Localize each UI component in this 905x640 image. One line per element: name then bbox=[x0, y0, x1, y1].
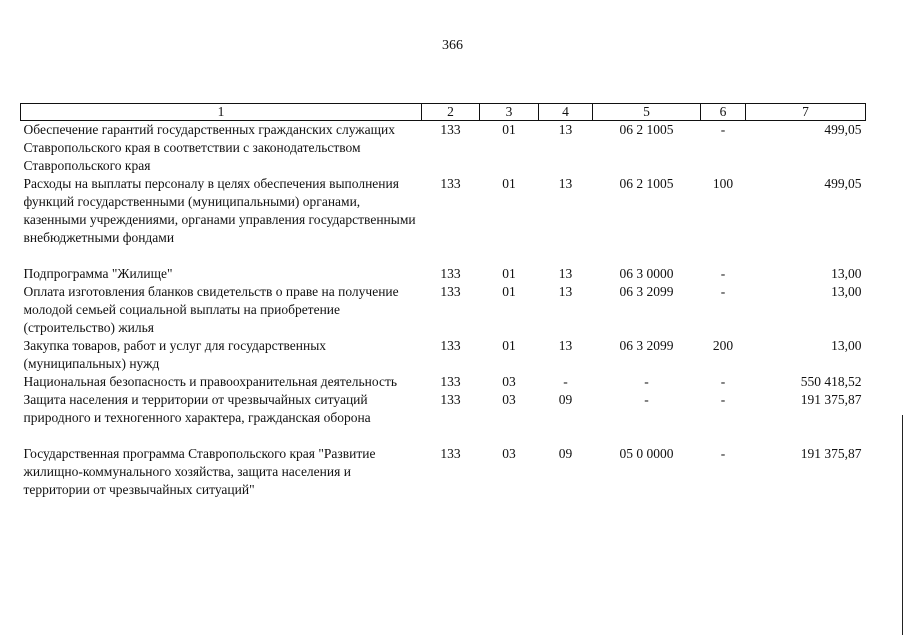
column-header: 4 bbox=[539, 104, 593, 121]
table-row bbox=[21, 283, 866, 337]
row-cell: 03 bbox=[502, 392, 516, 407]
row-cell: 06 2 1005 bbox=[619, 122, 674, 137]
row-cell: - bbox=[644, 374, 649, 389]
row-cell: 133 bbox=[440, 374, 461, 389]
row-cell: 01 bbox=[502, 266, 516, 281]
row-cell: 06 3 2099 bbox=[619, 338, 674, 353]
row-amount: 13,00 bbox=[831, 284, 862, 299]
row-amount: 499,05 bbox=[824, 122, 862, 137]
row-cell: 133 bbox=[440, 284, 461, 299]
table-row bbox=[21, 373, 866, 391]
row-cell: - bbox=[644, 392, 649, 407]
row-cell: - bbox=[720, 266, 726, 281]
row-cell: 13 bbox=[558, 338, 573, 353]
row-name: Обеспечение гарантий государственных гражданских служащих Ставропольского края в соответствии с законодательством Ставропольского края bbox=[23, 122, 395, 173]
column-header: 1 bbox=[21, 104, 422, 121]
row-cell: 01 bbox=[502, 338, 516, 353]
row-amount: 191 375,87 bbox=[800, 392, 862, 407]
row-cell: 13 bbox=[558, 266, 573, 281]
row-amount: 13,00 bbox=[831, 266, 862, 281]
spacer-row bbox=[21, 427, 866, 445]
table-row bbox=[21, 265, 866, 283]
row-cell: 05 0 0000 bbox=[619, 446, 674, 461]
column-header: 6 bbox=[701, 104, 746, 121]
row-cell: 01 bbox=[502, 122, 516, 137]
row-cell: 06 3 2099 bbox=[619, 284, 674, 299]
row-cell: 01 bbox=[502, 284, 516, 299]
row-name: Расходы на выплаты персоналу в целях обеспечения выполнения функций государственными (муниципальными) органами, казенными учреждениями, органами управления государственными внебюджетными фондами bbox=[23, 176, 416, 245]
row-cell: 133 bbox=[440, 176, 461, 191]
row-cell: - bbox=[720, 122, 726, 137]
row-amount: 191 375,87 bbox=[800, 446, 862, 461]
row-cell: 13 bbox=[558, 284, 573, 299]
row-cell: - bbox=[563, 374, 568, 389]
row-name: Национальная безопасность и правоохранительная деятельность bbox=[23, 374, 398, 389]
row-cell: 13 bbox=[558, 122, 573, 137]
column-header: 2 bbox=[422, 104, 480, 121]
row-cell: 133 bbox=[440, 338, 461, 353]
row-cell: 133 bbox=[440, 446, 461, 461]
column-header: 3 bbox=[480, 104, 539, 121]
row-amount: 13,00 bbox=[831, 338, 862, 353]
row-cell: 100 bbox=[712, 176, 734, 191]
row-cell: 03 bbox=[502, 374, 516, 389]
page-number: 366 bbox=[442, 38, 463, 53]
row-cell: - bbox=[720, 284, 726, 299]
row-cell: 09 bbox=[558, 392, 573, 407]
row-amount: 499,05 bbox=[824, 176, 862, 191]
row-cell: 06 2 1005 bbox=[619, 176, 674, 191]
header-row bbox=[21, 104, 866, 121]
table-row bbox=[21, 391, 866, 427]
row-name: Подпрограмма "Жилище" bbox=[23, 266, 173, 281]
budget-table bbox=[20, 103, 866, 499]
row-cell: - bbox=[720, 446, 726, 461]
row-name: Защита населения и территории от чрезвычайных ситуаций природного и техногенного характера, гражданская оборона bbox=[23, 392, 371, 425]
table-row bbox=[21, 337, 866, 373]
row-cell: 133 bbox=[440, 392, 461, 407]
column-header: 5 bbox=[593, 104, 701, 121]
column-header: 7 bbox=[746, 104, 866, 121]
row-cell: - bbox=[720, 374, 726, 389]
row-cell: 03 bbox=[502, 446, 516, 461]
spacer-row bbox=[21, 247, 866, 265]
table-row bbox=[21, 121, 866, 176]
row-cell: 13 bbox=[558, 176, 573, 191]
row-cell: 01 bbox=[502, 176, 516, 191]
scan-edge-line bbox=[902, 415, 903, 635]
row-name: Закупка товаров, работ и услуг для государственных (муниципальных) нужд bbox=[23, 338, 327, 371]
row-name: Оплата изготовления бланков свидетельств о праве на получение молодой семьей социальной выплаты на приобретение (строительство) жилья bbox=[23, 284, 399, 335]
row-cell: 133 bbox=[440, 266, 461, 281]
table-row bbox=[21, 445, 866, 499]
row-cell: 200 bbox=[712, 338, 734, 353]
row-cell: 133 bbox=[440, 122, 461, 137]
row-cell: 09 bbox=[558, 446, 573, 461]
row-name: Государственная программа Ставропольского края "Развитие жилищно-коммунального хозяйства, защита населения и территории от чрезвычайных ситуаций" bbox=[23, 446, 376, 497]
table-row bbox=[21, 175, 866, 247]
row-amount: 550 418,52 bbox=[800, 374, 862, 389]
row-cell: 06 3 0000 bbox=[619, 266, 674, 281]
row-cell: - bbox=[720, 392, 726, 407]
